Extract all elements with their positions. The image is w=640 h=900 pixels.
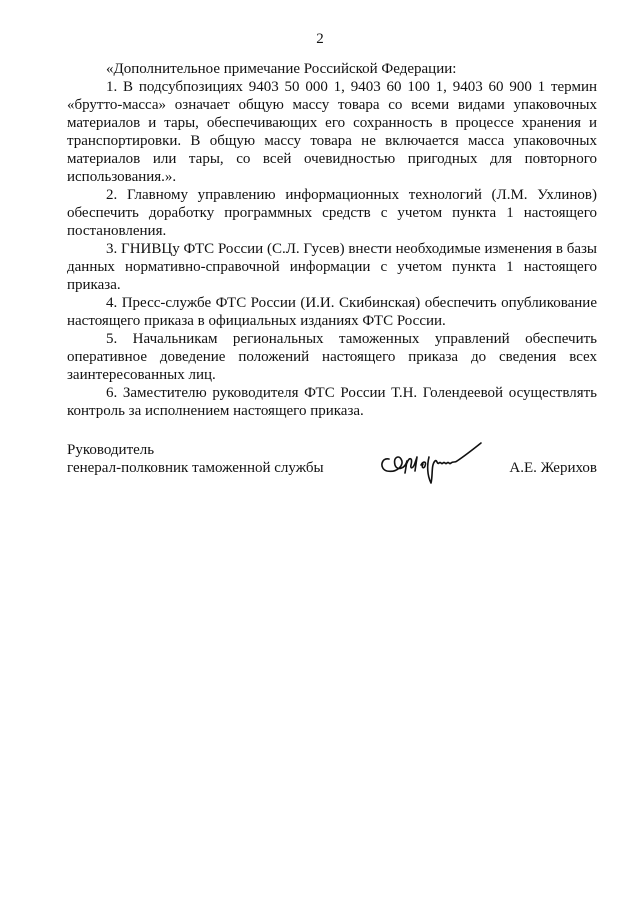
signature-block xyxy=(67,441,597,501)
document-body xyxy=(67,60,597,420)
paragraph-item-5: 5. Начальникам региональных таможенных управлений обеспечить оперативное доведение положений настоящего приказа до сведения всех заинтересованных лиц. xyxy=(67,331,597,383)
signatory-title: Руководитель xyxy=(67,442,155,458)
paragraph-item-2: 2. Главному управлению информационных технологий (Л.М. Ухлинов) обеспечить доработку программных средств с учетом пункта 1 настоящего постановления. xyxy=(67,187,597,239)
paragraph-item-6: 6. Заместителю руководителя ФТС России Т.Н. Голендеевой осуществлять контроль за исполнением настоящего приказа. xyxy=(67,385,597,419)
paragraph-item-4: 4. Пресс-службе ФТС России (И.И. Скибинская) обеспечить опубликование настоящего приказа в официальных изданиях ФТС России. xyxy=(67,295,597,329)
handwritten-signature-icon xyxy=(375,435,485,487)
paragraph-item-3: 3. ГНИВЦу ФТС России (С.Л. Гусев) внести необходимые изменения в базы данных нормативно-справочной информации с учетом пункта 1 настоящего приказа. xyxy=(67,241,597,293)
signatory-rank: генерал-полковник таможенной службы xyxy=(67,460,324,476)
page-number: 2 xyxy=(316,31,324,47)
signatory-name: А.Е. Жерихов xyxy=(509,460,597,476)
paragraph-item-1: 1. В подсубпозициях 9403 50 000 1, 9403 60 100 1, 9403 60 900 1 термин «брутто-масса» означает общую массу товара со всеми видами упаковочных материалов и тары, обеспечивающих его сохранность в процессе хранения и транспортировки. В общую массу товара не включается масса упаковочных материалов или тары, со всей очевидностью пригодных для повторного использования.». xyxy=(67,79,597,185)
paragraph-additional-note: «Дополнительное примечание Российской Федерации: xyxy=(106,61,457,77)
signatory-position xyxy=(67,441,324,477)
